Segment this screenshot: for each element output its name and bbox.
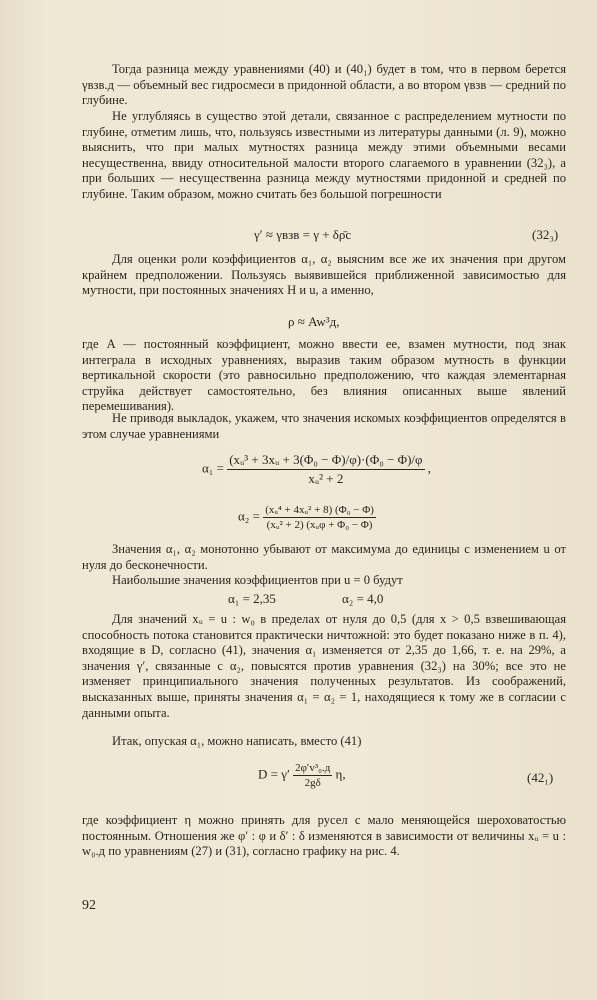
alpha-2-fraction: $\frac{\text{(xᵤ⁴ + 4xᵤ² + 8) (Φ₀ − Φ)}}{\text{(xᵤ² + 2) (xᵤφ + Φ₀ − Φ)}}$ bbox=[265, 504, 374, 531]
alpha-1-fraction: $\frac{\text{(xᵤ³ + 3xᵤ + 3(Φ₀ − Φ)/φ)·(Φ₀ − Φ)/φ}}{\text{xᵤ² + 2}}$ bbox=[229, 452, 423, 486]
paragraph-8: Для значений xᵤ = u : w₀ в пределах от нуля до 0,5 (для x > 0,5 взвешивающая способность потока становится практически ничтожной: это будет показано ниже в п. 4), входящие в D, согласно (41), значения α₁ изменяется от 2,35 до 1,66, т. е. на 29%, а значения γ′, связанные с α₂, повысятся против уравнения (32₃) на 30%; все это не изменяет принципиального значения полученных результатов. Из соображений, высказанных выше, приняты значения α₁ = α₂ = 1, находящиеся к тому же в согласии с данными опыта. bbox=[82, 612, 566, 720]
paragraph-6: Значения α₁, α₂ монотонно убывают от максимума до единицы с изменением u от нуля до бесконечности. bbox=[82, 542, 566, 572]
D-fraction: $\frac{\text{2φ′v³₀.д}}{2g\delta}$ bbox=[295, 762, 331, 789]
equation-max-alpha-2: α₂ = 4,0 bbox=[342, 591, 384, 606]
paragraph-2: Не углубляясь в существо этой детали, связанное с распределением мутности по глубине, отметим лишь, что, пользуясь известными из литературы данными (л. 9), можно выяснить, что при малых мутностях разница между этими объемными весами несущественна, ввиду относительной малости второго слагаемого в уравнении (32₃), а при больших — несущественна разница между мутностями придонной и средней по глубине. Таким образом, можно считать без большой погрешности bbox=[82, 109, 566, 201]
equation-number-42-1: (42₁) bbox=[527, 770, 554, 785]
equation-max-alpha-1: α₁ = 2,35 bbox=[228, 591, 276, 606]
paragraph-3: Для оценки роли коэффициентов α₁, α₂ выясним все же их значения при другом крайнем предположении. Пользуясь выявившейся приближенной зависимостью для мутности, при постоянных значениях H и u, а именно, bbox=[82, 252, 566, 298]
equation-alpha-2: α₂ = $\frac{\text{(xᵤ⁴ + 4xᵤ² + 8) (Φ₀ − Φ)}}{\text{(xᵤ² + 2) (xᵤφ + Φ₀ − Φ)}}$ bbox=[238, 504, 374, 531]
equation-alpha-1: α₁ = $\frac{\text{(xᵤ³ + 3xᵤ + 3(Φ₀ − Φ)/φ)·(Φ₀ − Φ)/φ}}{\text{xᵤ² + 2}}$ , bbox=[202, 452, 432, 486]
paragraph-10: где коэффициент η можно принять для русел с мало меняющейся шероховатостью постоянным. Отношения же φ′ : φ и δ′ : δ изменяются в зависимости от величины xᵤ = u : w₀.д по уравнениям (27) и (31), согласно графику на рис. 4. bbox=[82, 813, 566, 859]
paragraph-7: Наибольшие значения коэффициентов при u = 0 будут bbox=[112, 573, 403, 587]
equation-D: D = γ′ $\frac{\text{2φ′v³₀.д}}{2g\delta}$ η, bbox=[258, 762, 346, 789]
equation-number-32-3: (32₃) bbox=[532, 227, 559, 242]
paragraph-1: Тогда разница между уравнениями (40) и (40₁) будет в том, что в первом берется γвзв.д — объемный вес гидросмеси в придонной области, а во втором γвзв — средний по глубине. bbox=[82, 62, 566, 108]
paragraph-4: где A — постоянный коэффициент, можно ввести ее, взамен мутности, под знак интеграла в исходных уравнениях, выразив таким образом мутность в функции вертикальной скорости (это равносильно предположению, что каждая элементарная струйка действует самостоятельно, без влияния описанных выше явлений перемешивания). bbox=[82, 337, 566, 414]
page-number: 92 bbox=[82, 898, 96, 913]
equation-turbidity: ρ ≈ Aw³д, bbox=[288, 314, 340, 329]
equation-gamma-prime: γ′ ≈ γвзв = γ + δρ̄c bbox=[254, 227, 352, 242]
paragraph-9: Итак, опуская α₁, можно написать, вместо (41) bbox=[112, 734, 362, 748]
paragraph-5: Не приводя выкладок, укажем, что значения искомых коэффициентов определятся в этом случае уравнениями bbox=[82, 411, 566, 441]
